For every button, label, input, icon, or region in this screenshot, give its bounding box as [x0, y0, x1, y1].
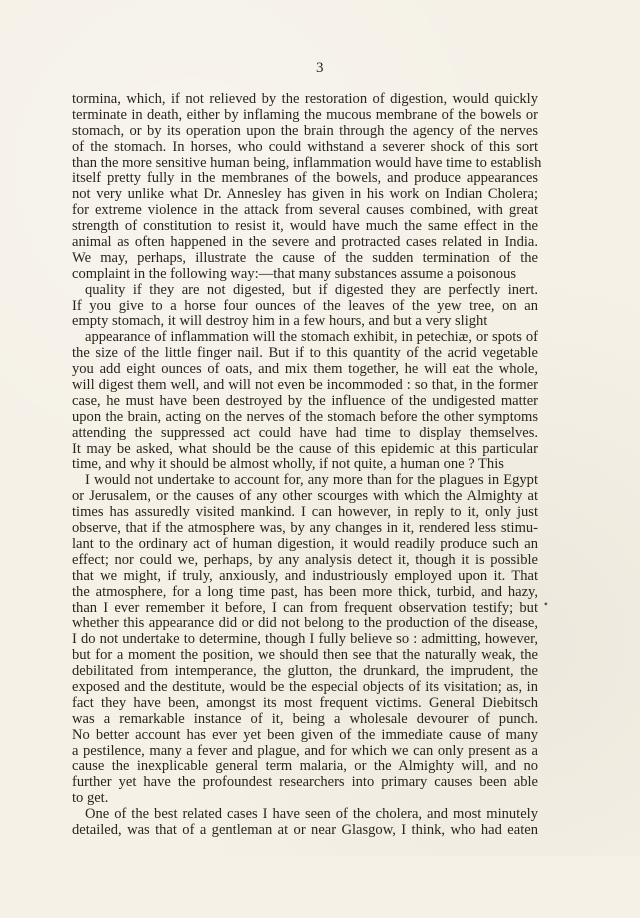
text-line — [72, 855, 538, 871]
text-line: case, he must have been destroyed by the influence of the undigested matter — [72, 392, 538, 409]
text-line: effect; nor could we, perhaps, by any analysis detect it, though it is possible — [72, 551, 538, 568]
text-line: terminate in death, either by inflaming the mucous membrane of the bowels or — [72, 106, 538, 123]
text-line — [72, 902, 538, 918]
text-line: tormina, which, if not relieved by the restoration of digestion, would quickly — [72, 91, 538, 107]
text-line: cause the inexplicable general term malaria, or the Almighty will, and no — [72, 758, 538, 775]
text-line — [72, 871, 538, 887]
text-line: detailed, was that of a gentleman at or near Glasgow, I think, who had eaten — [72, 821, 538, 838]
text-line: than the more sensitive human being, inflammation would have time to establish — [72, 154, 542, 171]
text-line: I do not undertake to determine, though I fully believe so : admitting, however, — [72, 631, 538, 648]
text-line: animal as often happened in the severe and protracted cases related in India. — [72, 234, 538, 251]
printing-mark: • — [543, 597, 548, 611]
text-line: to get. — [72, 790, 109, 807]
text-line: If you give to a horse four ounces of the leaves of the yew tree, on an — [72, 297, 538, 314]
text-line: fact they have been, amongst its most frequent victims. General Diebitsch — [72, 694, 538, 711]
text-line — [72, 887, 538, 903]
text-line: for extreme violence in the attack from several causes combined, with great — [72, 202, 538, 219]
body-text — [72, 91, 542, 918]
text-line: lant to the ordinary act of human digestion, it would readily produce such an — [72, 535, 538, 552]
text-line — [72, 839, 538, 855]
text-line: quality if they are not digested, but if digested they are perfectly inert. — [85, 281, 538, 298]
text-line: the atmosphere, for a long time past, has been more thick, turbid, and hazy, — [72, 583, 538, 600]
text-line: will digest them well, and will not even be incommoded : so that, in the former — [72, 377, 538, 394]
text-line: whether this appearance did or did not belong to the production of the disease, — [72, 615, 538, 632]
text-line: times has assuredly visited mankind. I can however, in reply to it, only just — [72, 504, 538, 521]
text-line: itself pretty fully in the membranes of the bowels, and produce appearances — [72, 170, 538, 187]
text-line: upon the brain, acting on the nerves of the stomach before the other symptoms — [72, 408, 538, 425]
text-line: I would not undertake to account for, any more than for the plagues in Egypt — [85, 472, 538, 489]
text-line: time, and why it should be almost wholly, if not quite, a human one ? This — [72, 456, 504, 473]
text-line: strength of constitution to resist it, would have much the same effect in the — [72, 218, 538, 235]
text-line: stomach, or by its operation upon the brain through the agency of the nerves — [72, 122, 538, 139]
text-line: attending the suppressed act could have had time to display themselves. — [72, 424, 538, 441]
text-line: was a remarkable instance of it, being a wholesale devourer of punch. — [72, 710, 538, 727]
text-line: complaint in the following way:—that many substances assume a poisonous — [72, 265, 517, 282]
text-line: debilitated from intemperance, the glutton, the drunkard, the imprudent, the — [72, 663, 538, 680]
text-line: appearance of inflammation will the stomach exhibit, in petechiæ, or spots of — [85, 329, 538, 346]
text-line: further yet have the profoundest researchers into primary causes been able — [72, 774, 538, 791]
text-line: not very unlike what Dr. Annesley has given in his work on Indian Cholera; — [72, 186, 538, 203]
text-line: the size of the little finger nail. But if to this quantity of the acrid vegetable — [72, 345, 538, 362]
text-line: It may be asked, what should be the cause of this epidemic at this particular — [72, 440, 538, 457]
text-line: One of the best related cases I have seen of the cholera, and most minutely — [85, 806, 538, 823]
text-line: than I ever remember it before, I can from frequent observation testify; but — [72, 599, 538, 616]
text-line: No better account has ever yet been given of the immediate cause of many — [72, 726, 538, 743]
text-line: that we might, if truly, anxiously, and industriously employed upon it. That — [72, 567, 538, 584]
text-line: We may, perhaps, illustrate the cause of the sudden termination of the — [72, 249, 538, 266]
text-line: but for a moment the position, we should then see that the naturally weak, the — [72, 647, 538, 664]
text-line: empty stomach, it will destroy him in a few hours, and but a very slight — [72, 313, 488, 330]
text-line: observe, that if the atmosphere was, by any changes in it, rendered less stimu- — [72, 520, 538, 537]
text-line: or Jerusalem, or the causes of any other scourges with which the Almighty at — [72, 488, 538, 505]
page-number: 3 — [316, 60, 324, 76]
text-line: exposed and the destitute, would be the especial objects of its visitation; as, in — [72, 678, 538, 695]
text-line: of the stomach. In horses, who could withstand a severer shock of this sort — [72, 138, 538, 155]
text-line: a pestilence, many a fever and plague, and for which we can only present as a — [72, 742, 538, 759]
text-line: you add eight ounces of oats, and mix them together, he will eat the whole, — [72, 361, 538, 378]
